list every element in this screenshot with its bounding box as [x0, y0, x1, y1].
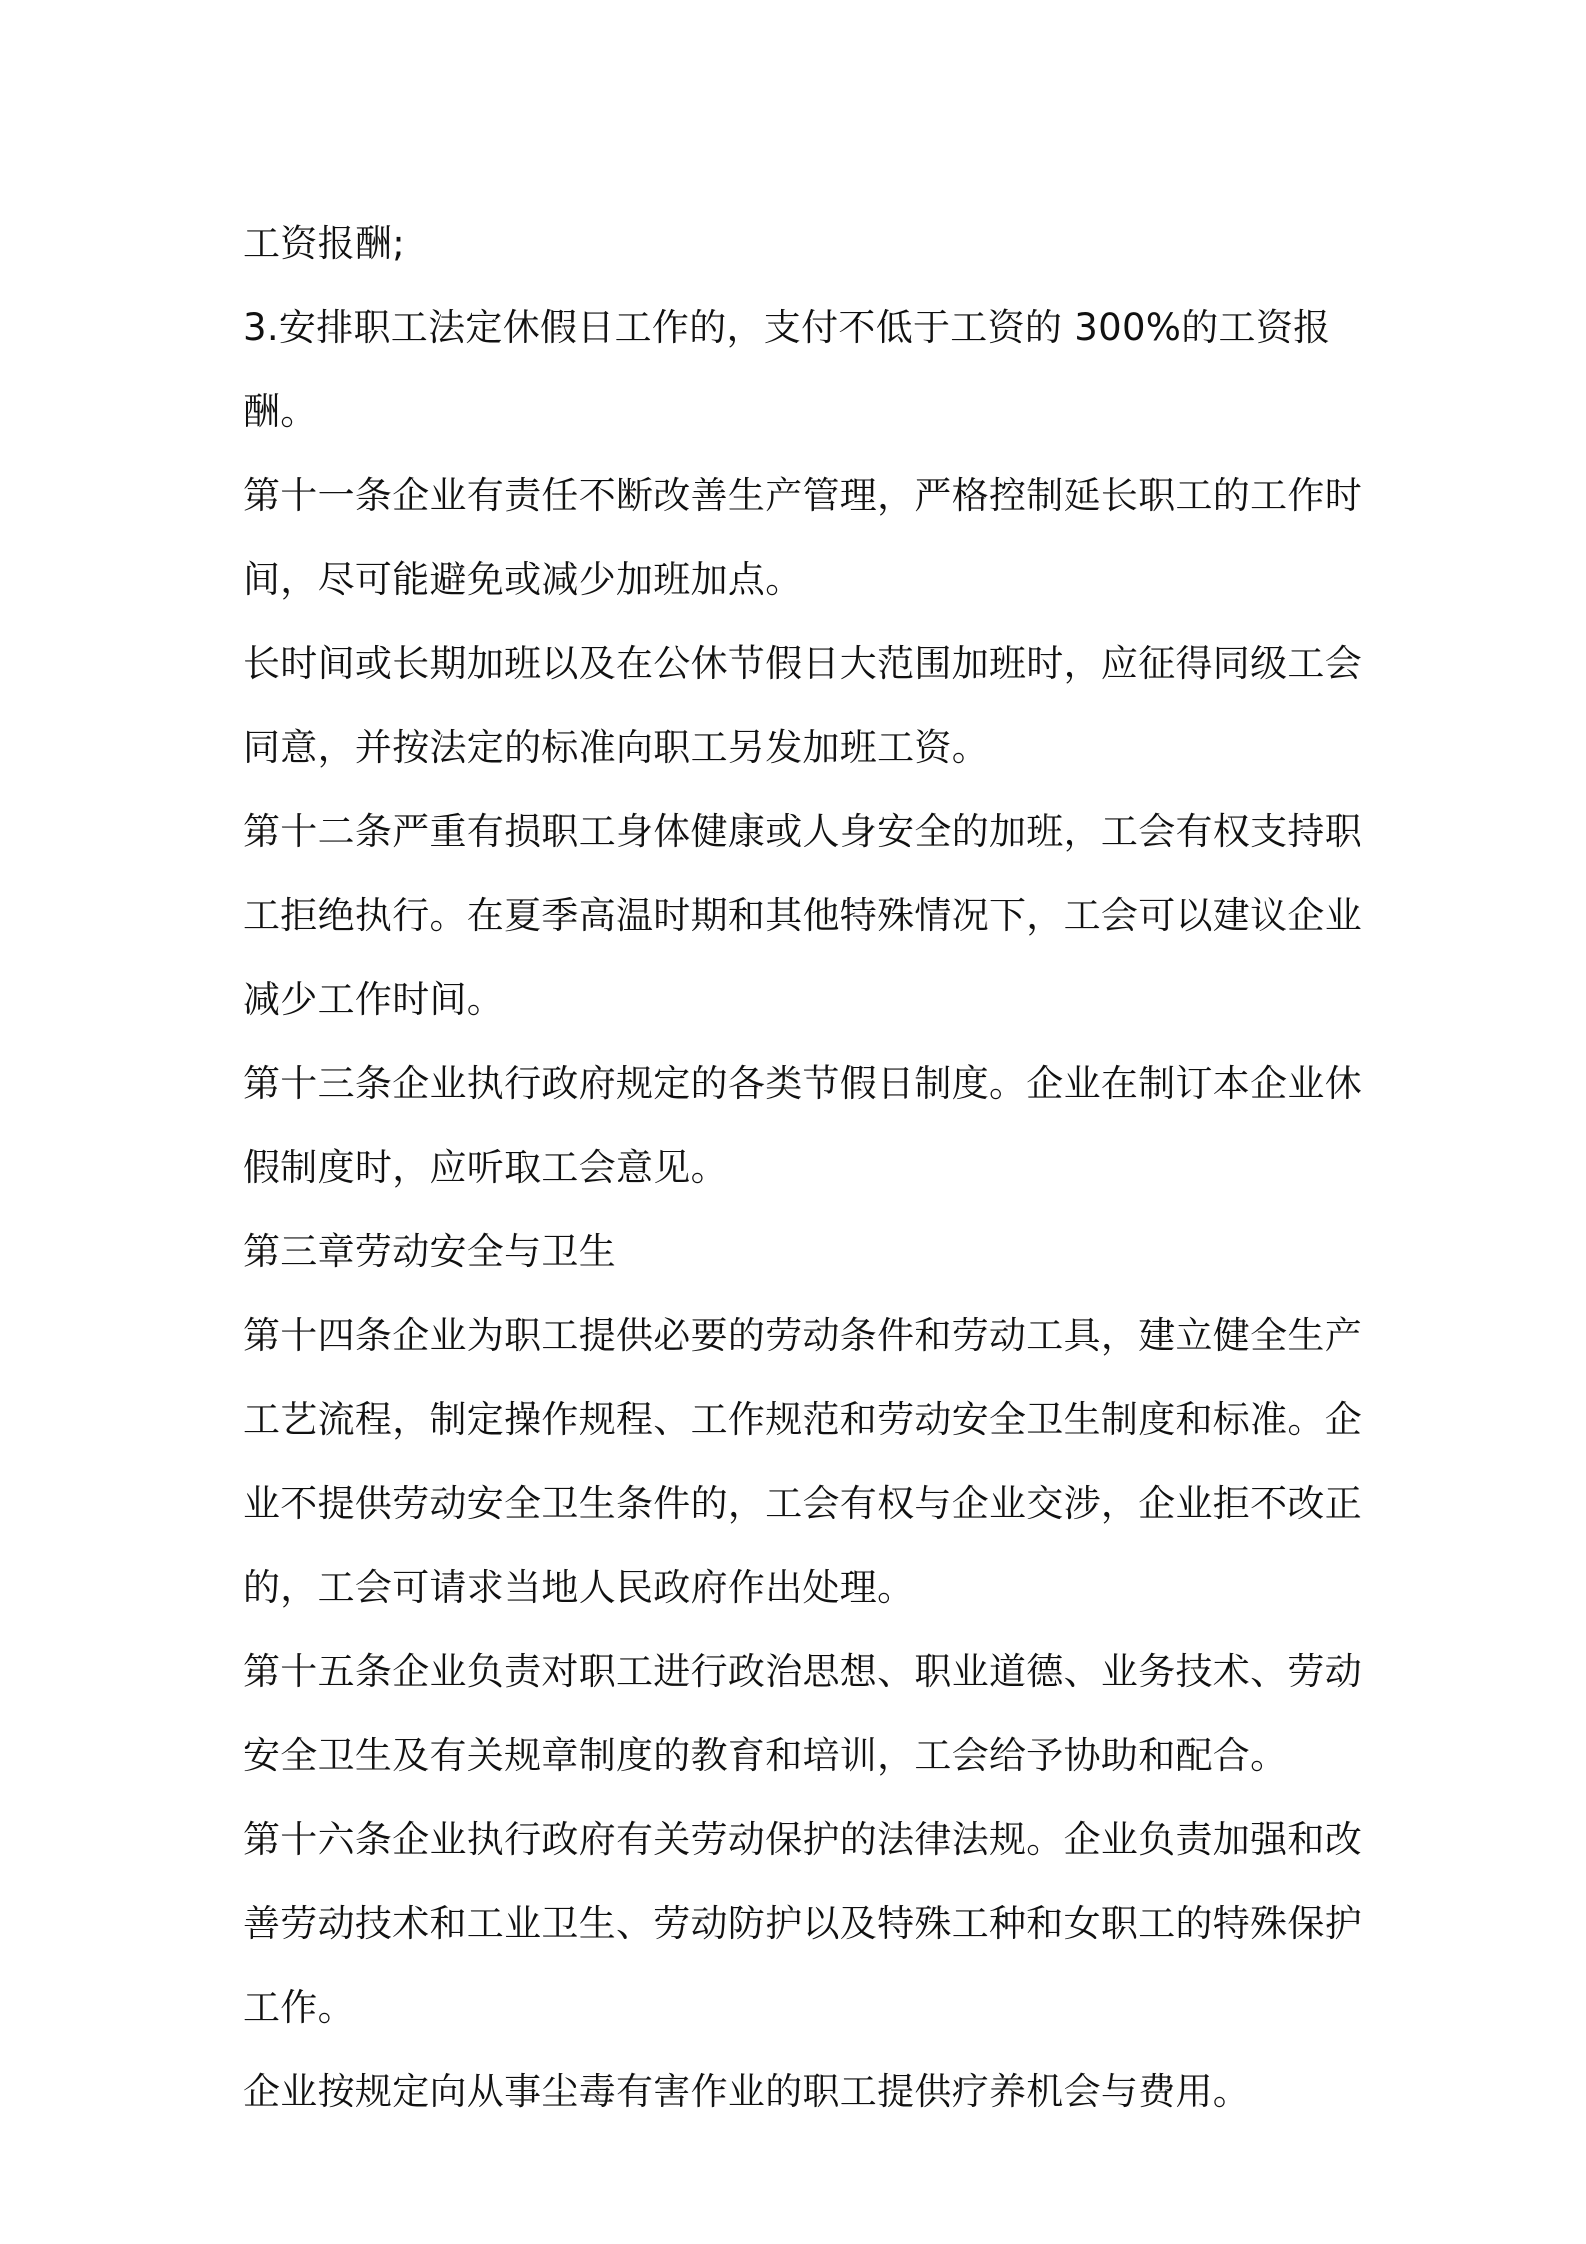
paragraph-article-11: 第十一条企业有责任不断改善生产管理，严格控制延长职工的工作时间，尽可能避免或减少加班加点。	[243, 474, 1362, 601]
paragraph-overtime-approval: 长时间或长期加班以及在公休节假日大范围加班时，应征得同级工会同意，并按法定的标准向职工另发加班工资。	[243, 642, 1362, 769]
paragraph-article-13: 第十三条企业执行政府规定的各类节假日制度。企业在制订本企业休假制度时，应听取工会意见。	[243, 1062, 1362, 1189]
paragraph-item-3-holiday-pay: 3.安排职工法定休假日工作的，支付不低于工资的 300%的工资报酬。	[243, 306, 1331, 433]
paragraph-article-16: 第十六条企业执行政府有关劳动保护的法律法规。企业负责加强和改善劳动技术和工业卫生、劳动防护以及特殊工种和女职工的特殊保护工作。	[243, 1818, 1362, 2029]
document-body	[243, 202, 1375, 2134]
chapter-3-heading: 第三章劳动安全与卫生	[243, 1230, 616, 1273]
paragraph-article-15: 第十五条企业负责对职工进行政治思想、职业道德、业务技术、劳动安全卫生及有关规章制度的教育和培训，工会给予协助和配合。	[243, 1650, 1362, 1777]
paragraph-article-14: 第十四条企业为职工提供必要的劳动条件和劳动工具，建立健全生产工艺流程，制定操作规程、工作规范和劳动安全卫生制度和标准。企业不提供劳动安全卫生条件的，工会有权与企业交涉，企业拒不改正的，工会可请求当地人民政府作出处理。	[243, 1314, 1362, 1609]
paragraph-wage-remuneration: 工资报酬;	[243, 222, 405, 265]
paragraph-recuperation: 企业按规定向从事尘毒有害作业的职工提供疗养机会与费用。	[243, 2070, 1251, 2113]
paragraph-article-12: 第十二条严重有损职工身体健康或人身安全的加班，工会有权支持职工拒绝执行。在夏季高温时期和其他特殊情况下，工会可以建议企业减少工作时间。	[243, 810, 1362, 1021]
